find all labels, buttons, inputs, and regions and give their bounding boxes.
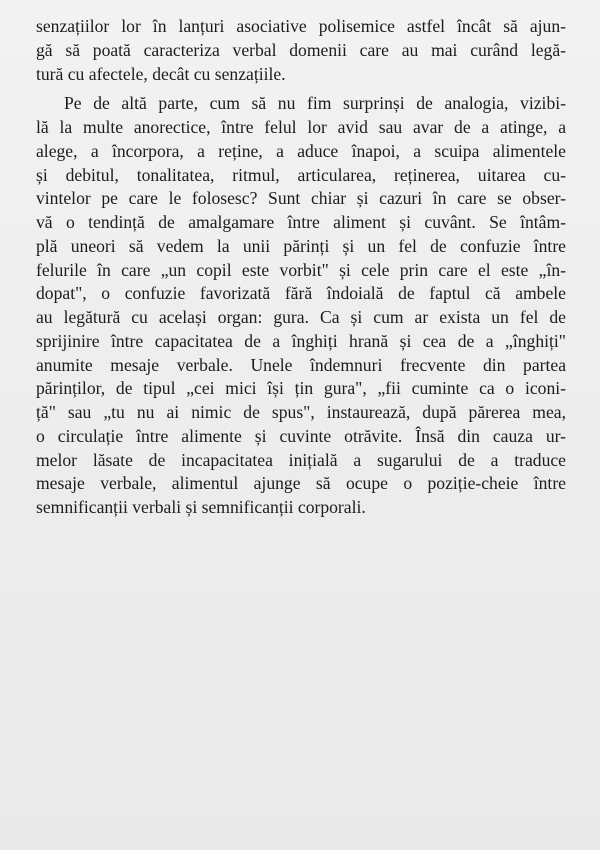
text-line: semnificanții verbali și semnificanții corporali.	[36, 497, 366, 517]
text-line: părinților, de tipul „cei mici își țin gura", „fii cuminte ca o iconi-	[36, 378, 566, 399]
text-line: vă o tendință de amalgamare între aliment și cuvânt. Se întâm-	[36, 212, 566, 232]
text-line: ță" sau „tu nu ai nimic de spus", instaurează, după părerea mea,	[36, 402, 566, 422]
text-line: au legătură cu același organ: gura. Ca și cum ar exista un fel de	[36, 307, 566, 327]
text-line: lă la multe anorectice, între felul lor avid sau avar de a atinge, a	[36, 117, 566, 137]
text-line: anumite mesaje verbale. Unele îndemnuri frecvente din partea	[36, 354, 566, 375]
text-line: o circulație între alimente și cuvinte otrăvite. Însă din cauza ur-	[36, 425, 566, 446]
text-line: mesaje verbale, alimentul ajunge să ocupe o poziție-cheie între	[36, 473, 566, 494]
text-line: alege, a încorpora, a reține, a aduce înapoi, a scuipa alimentele	[36, 140, 566, 161]
text-line: sprijinire între capacitatea de a înghiți hrană și cea de a „înghiți"	[36, 330, 566, 351]
paragraph-2	[36, 92, 566, 520]
text-line: Pe de altă parte, cum să nu fim surprinși de analogia, vizibi-	[64, 93, 566, 114]
text-line: plă uneori să vedem la unii părinți și un fel de confuzie între	[36, 235, 566, 256]
text-line: gă să poată caracteriza verbal domenii care au mai curând legă-	[36, 39, 566, 60]
text-line: dopat", o confuzie favorizată fără îndoială de faptul că ambele	[36, 283, 566, 304]
text-line: și debitul, tonalitatea, ritmul, articularea, reținerea, uitarea cu-	[36, 164, 566, 185]
text-line: vintelor pe care le folosesc? Sunt chiar și cazuri în care se obser-	[36, 188, 566, 209]
text-line: tură cu afectele, decât cu senzațiile.	[36, 63, 286, 84]
body-text	[36, 15, 566, 520]
text-line: felurile în care „un copil este vorbit" și cele prin care el este „în-	[36, 259, 566, 280]
text-line: senzațiilor lor în lanțuri asociative polisemice astfel încât să ajun-	[36, 16, 566, 36]
verso-bleed-through	[55, 520, 575, 733]
paragraph-1	[36, 15, 566, 86]
text-line: melor lăsate de incapacitatea inițială a sugarului de a traduce	[36, 449, 566, 470]
